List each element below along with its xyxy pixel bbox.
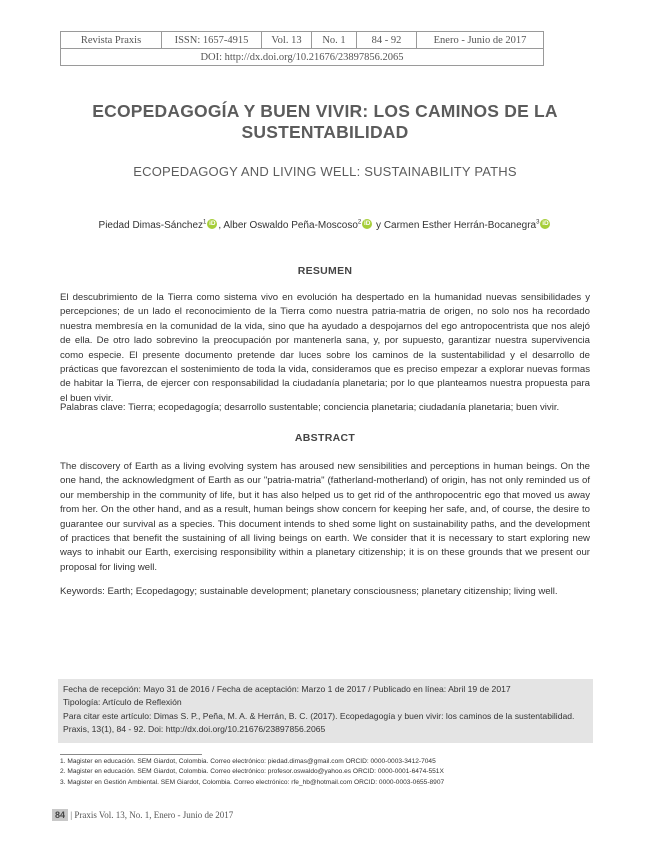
- author-separator: y: [373, 220, 384, 231]
- issue-number: No. 1: [312, 32, 357, 49]
- resumen-body: El descubrimiento de la Tierra como sistema vivo en evolución ha despertado en la humanidad nuevas sensibilidades y percepciones; de un lado el reconocimiento de la Tierra como nuestra patria-matria de origen, no solo nos ha recordado nuestra membresía en la comunidad de la vida, sino que ha ayudado a despojarnos del ego antropocentrista que nos alejó de ella. De otro lado sobrevino la preocupación por mantenerla sana, y, por supuesto, garantizar nuestra supervivencia como especie. El presente documento pretende dar luces sobre los caminos de la sustentabilidad y el desarrollo de prácticas que favorezcan el sostenimiento de toda la vida, consideramos que es preciso empezar a explorar nuevas formas de habitar la Tierra, de ejercer con responsabilidad la ciudadanía planetaria; por lo que planteamos nuestra propuesta para el buen vivir.: [60, 292, 590, 404]
- footnote-item: 3. Magister en Gestión Ambiental. SEM Giardot, Colombia. Correo electrónico: rfe_hb@hotmail.com ORCID: 0000-0003-0655-8907: [60, 778, 445, 786]
- footnote-divider: [60, 754, 202, 755]
- journal-name: Revista Praxis: [61, 32, 162, 49]
- journal-header-row: [61, 32, 544, 49]
- abstract-heading: ABSTRACT: [294, 432, 356, 444]
- orcid-icon[interactable]: iD: [542, 220, 549, 227]
- volume: Vol. 13: [262, 32, 312, 49]
- footer-separator: |: [70, 810, 73, 820]
- citation-line-1: Para citar este artículo: Dimas S. P., Peña, M. A. & Herrán, B. C. (2017). Ecopedagogía y buen vivir: los caminos de la sustentabilidad.: [63, 710, 575, 721]
- issn: ISSN: 1657-4915: [162, 32, 262, 49]
- author-name: Piedad Dimas-Sánchez: [98, 220, 204, 231]
- footnote-item: 2. Magister en educación. SEM Giardot, Colombia. Correo electrónico: profesor.oswaldo@yahoo.es ORCID: 0000-0001-6474-551X: [60, 768, 444, 776]
- article-info-box: [58, 679, 593, 743]
- abstract-body: The discovery of Earth as a living evolving system has aroused new sensibilities and perceptions in human beings. On the one hand, the acknowledgment of Earth as our "patria-matria" (fatherland-motherland) of origin, has not only reminded us of our membership in the community of life, but it has also helped us to get rid of the anthropocentric ego that moved us away from her. On the other hand, and as a result, human beings show concern for keeping her safe, and, of course, the desire to guarantee our survival as a species. This document intends to shed some light on sustainability paths, and the development of practices that benefit the sustaining of all living beings on earth. We consider that it is necessary to start exploring new ways to inhabit our Earth, exercising responsibility within a planetary citizenship; it is on these grounds that we present our proposal for living well.: [60, 461, 590, 573]
- author-affiliation-mark: 3: [536, 219, 540, 226]
- author-separator: ,: [218, 220, 224, 231]
- article-subtitle: ECOPEDAGOGY AND LIVING WELL: SUSTAINABILITY PATHS: [133, 164, 517, 179]
- author-affiliation-mark: 1: [203, 219, 207, 226]
- orcid-icon[interactable]: iD: [209, 220, 216, 227]
- article-dates: Fecha de recepción: Mayo 31 de 2016 / Fecha de aceptación: Marzo 1 de 2017 / Publicado en línea: Abril 19 de 2017: [63, 684, 511, 694]
- palabras-clave: Palabras clave: Tierra; ecopedagogía; desarrollo sustentable; conciencia planetaria; ciudadanía planetaria; buen vivir.: [60, 402, 560, 413]
- journal-header-table: [60, 31, 544, 66]
- article-typology: Tipología: Artículo de Reflexión: [63, 697, 182, 708]
- citation-line-2: Praxis, 13(1), 84 - 92. Doi: http://dx.doi.org/10.21676/23897856.2065: [63, 723, 326, 734]
- page-range: 84 - 92: [357, 32, 417, 49]
- footnotes: [60, 757, 590, 788]
- page-number: 84: [52, 809, 68, 821]
- orcid-icon[interactable]: iD: [364, 220, 371, 227]
- issue-date: Enero - Junio de 2017: [417, 32, 544, 49]
- doi-link[interactable]: DOI: http://dx.doi.org/10.21676/23897856.2065: [61, 49, 544, 66]
- author-affiliation-mark: 2: [357, 219, 362, 226]
- footnote-item: 1. Magister en educación. SEM Giardot, Colombia. Correo electrónico: piedad.dimas@gmail.com ORCID: 0000-0003-3412-7045: [60, 758, 436, 765]
- article-title: ECOPEDAGOGÍA Y BUEN VIVIR: LOS CAMINOS DE LA SUSTENTABILIDAD: [92, 101, 558, 142]
- author-name: Carmen Esther Herrán-Bocanegra: [383, 220, 537, 231]
- footer-journal-info: Praxis Vol. 13, No. 1, Enero - Junio de 2017: [74, 810, 234, 820]
- page-footer: [52, 809, 233, 821]
- author-name: Alber Oswaldo Peña-Moscoso: [223, 220, 358, 231]
- doi-row: [61, 49, 544, 66]
- resumen-heading: RESUMEN: [297, 265, 353, 277]
- author-list: [60, 219, 590, 231]
- keywords: Keywords: Earth; Ecopedagogy; sustainable development; planetary consciousness; planetary citizenship; living well.: [60, 586, 558, 597]
